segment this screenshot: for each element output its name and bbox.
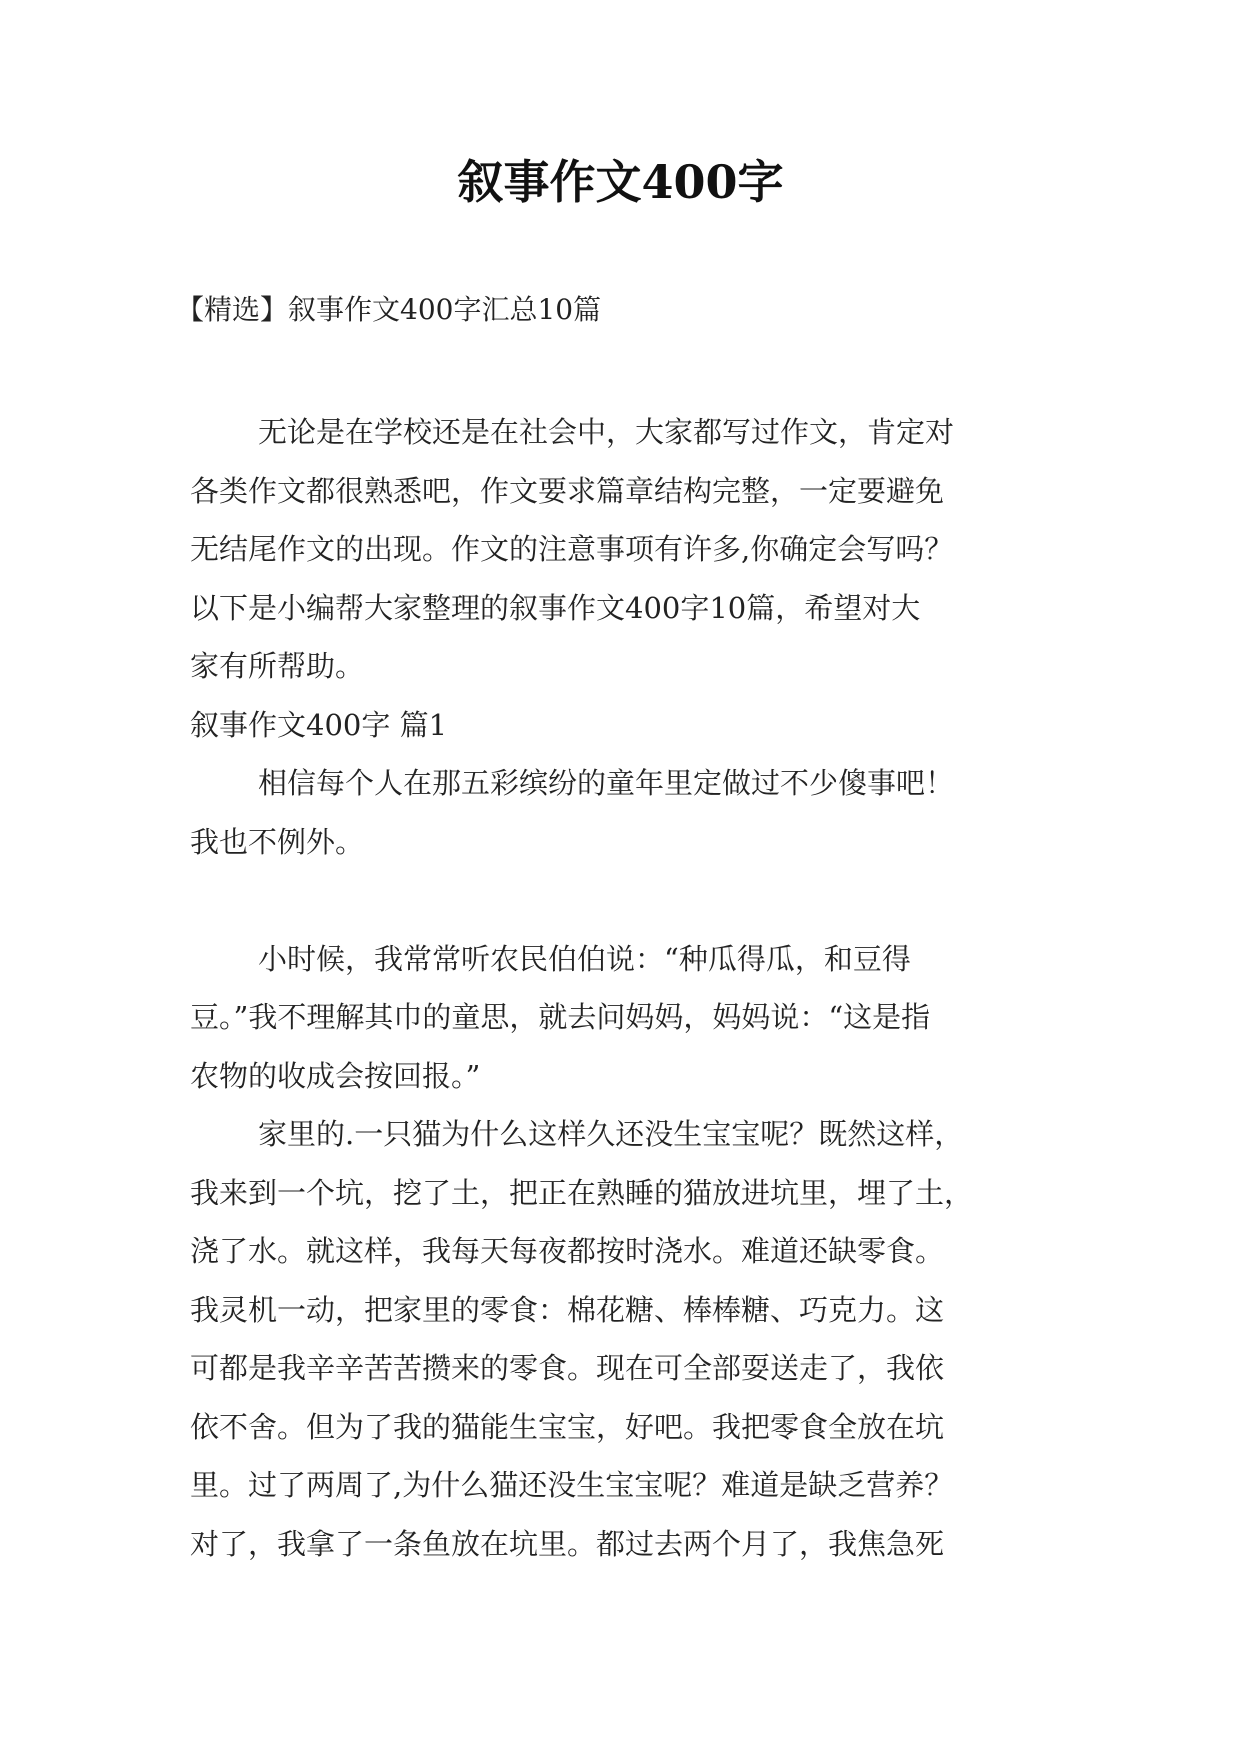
text-line: 家里的.一只猫为什么这样久还没生宝宝呢？既然这样，: [258, 1117, 964, 1151]
text-line: 无论是在学校还是在社会中，大家都写过作文，肯定对: [258, 415, 955, 449]
text-line: 里。过了两周了,为什么猫还没生宝宝呢？难道是缺乏营养？: [190, 1468, 954, 1502]
text-line: 依不舍。但为了我的猫能生宝宝，好吧。我把零食全放在坑: [190, 1409, 945, 1444]
paragraph-gap: [190, 871, 1070, 930]
text-line: 豆。”我不理解其巾的童思，就去问妈妈，妈妈说：“这是指: [190, 1000, 931, 1034]
text-line: 我也不例外。: [190, 824, 365, 859]
text-line: 相信每个人在那五彩缤纷的童年里定做过不少傻事吧！: [258, 766, 955, 800]
text-line: 叙事作文400字 篇1: [190, 707, 448, 742]
document-title: 叙事作文400字: [457, 155, 784, 209]
text-line: 农物的收成会按回报。”: [190, 1058, 481, 1093]
text-line: 无结尾作文的出现。作文的注意事项有许多,你确定会写吗？: [190, 532, 954, 566]
text-line: 浇了水。就这样，我每天每夜都按时浇水。难道还缺零食。: [190, 1234, 945, 1268]
text-line: 可都是我辛辛苦苦攒来的零食。现在可全部耍送走了，我依: [190, 1351, 945, 1385]
text-line: 小时候，我常常听农民伯伯说：“种瓜得瓜，和豆得: [258, 941, 911, 976]
document-subtitle: 【精选】叙事作文400字汇总10篇: [176, 293, 602, 326]
text-line: 我来到一个坑，挖了土，把正在熟睡的猫放进坑里，埋了土，: [190, 1175, 974, 1210]
text-line: 对了，我拿了一条鱼放在坑里。都过去两个月了，我焦急死: [190, 1526, 945, 1561]
text-line: 各类作文都很熟悉吧，作文要求篇章结构完整，一定要避免: [190, 473, 945, 508]
text-line: 家有所帮助。: [190, 649, 365, 683]
text-line: 我灵机一动，把家里的零食：棉花糖、棒棒糖、巧克力。这: [190, 1292, 945, 1327]
text-line: 以下是小编帮大家整理的叙事作文400字10篇，希望对大: [190, 590, 921, 625]
document-body: [190, 403, 1070, 1573]
